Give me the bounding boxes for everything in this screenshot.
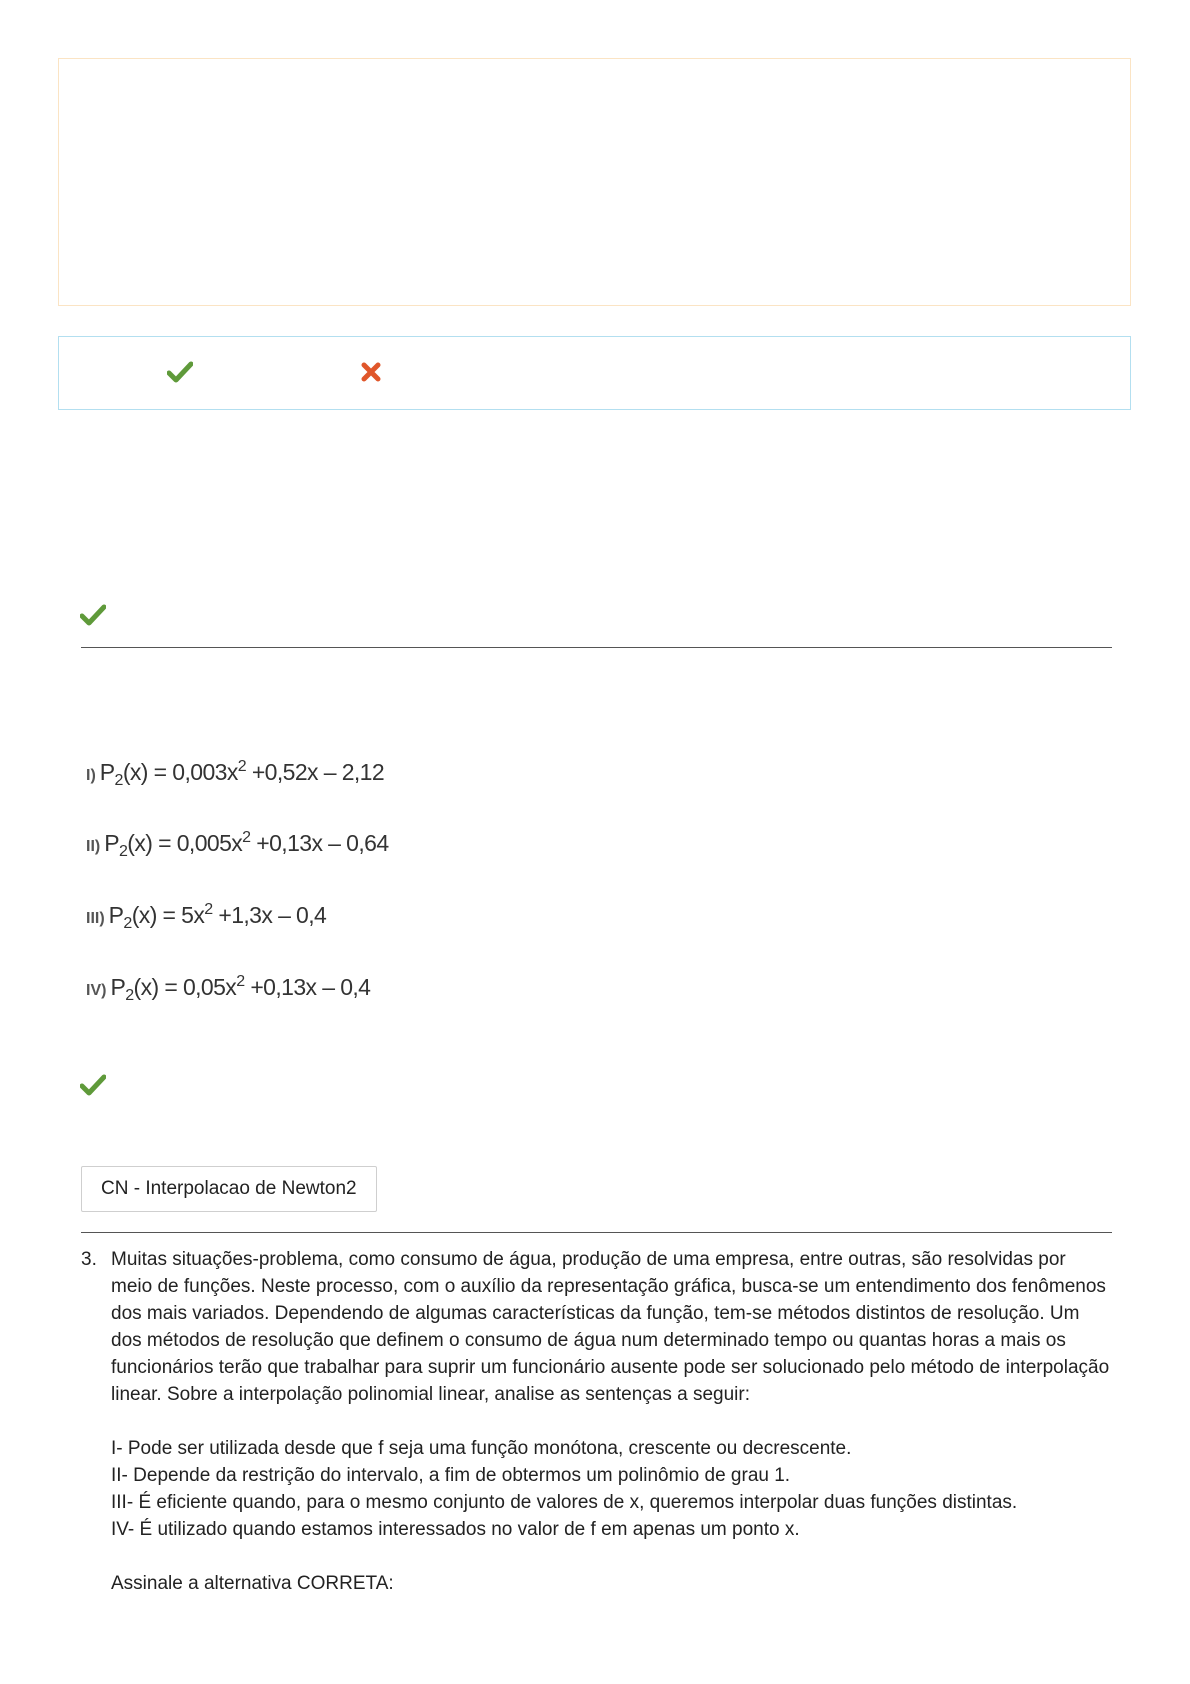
- check-icon: [167, 361, 193, 383]
- question-3: [81, 1246, 1111, 1597]
- legend-panel: [58, 336, 1131, 410]
- question-intro: Muitas situações-problema, como consumo de água, produção de uma empresa, entre outras, são resolvidas por meio de funções. Neste processo, com o auxílio da representação gráfica, busca-se um entendimento dos fenômenos dos mais variados. Dependendo de algumas características da função, tem-se métodos distintos de resolução. Um dos métodos de resolução que definem o consumo de água num determinado tempo ou quantas horas a mais os funcionários terão que trabalhar para suprir um funcionário ausente pode ser solucionado pelo método de interpolação linear. Sobre a interpolação polinomial linear, analise as sentenças a seguir:: [111, 1249, 1110, 1405]
- divider: [81, 1232, 1112, 1233]
- statement-4: IV- É utilizado quando estamos interessados no valor de f em apenas um ponto x.: [111, 1519, 800, 1540]
- question-prompt: Assinale a alternativa CORRETA:: [111, 1573, 394, 1594]
- formula-option-2: II) $P_2(x) = 0,005x^2 +0,13x - 0,64$: [86, 829, 389, 860]
- question-number: 3.: [81, 1249, 97, 1270]
- statement-3: III- É eficiente quando, para o mesmo conjunto de valores de x, queremos interpolar duas funções distintas.: [111, 1492, 1018, 1513]
- topic-tag: CN - Interpolacao de Newton2: [81, 1166, 377, 1212]
- answer-check-icon: [80, 1074, 106, 1096]
- formula-option-3: III) $P_2(x) = 5x^2 +1,3x - 0,4$: [86, 901, 327, 932]
- formula-option-1: I) $P_2(x) = 0,003x^2 +0,52x - 2,12$: [86, 758, 385, 789]
- statement-2: II- Depende da restrição do intervalo, a fim de obtermos um polinômio de grau 1.: [111, 1465, 791, 1486]
- empty-panel: [58, 58, 1131, 306]
- formula-option-4: IV) $P_2(x) = 0,05x^2 +0,13x - 0,4$: [86, 973, 371, 1004]
- statement-1: I- Pode ser utilizada desde que f seja uma função monótona, crescente ou decrescente.: [111, 1438, 852, 1459]
- cross-icon: [360, 361, 382, 383]
- divider: [81, 647, 1112, 648]
- correct-check-icon: [80, 604, 106, 626]
